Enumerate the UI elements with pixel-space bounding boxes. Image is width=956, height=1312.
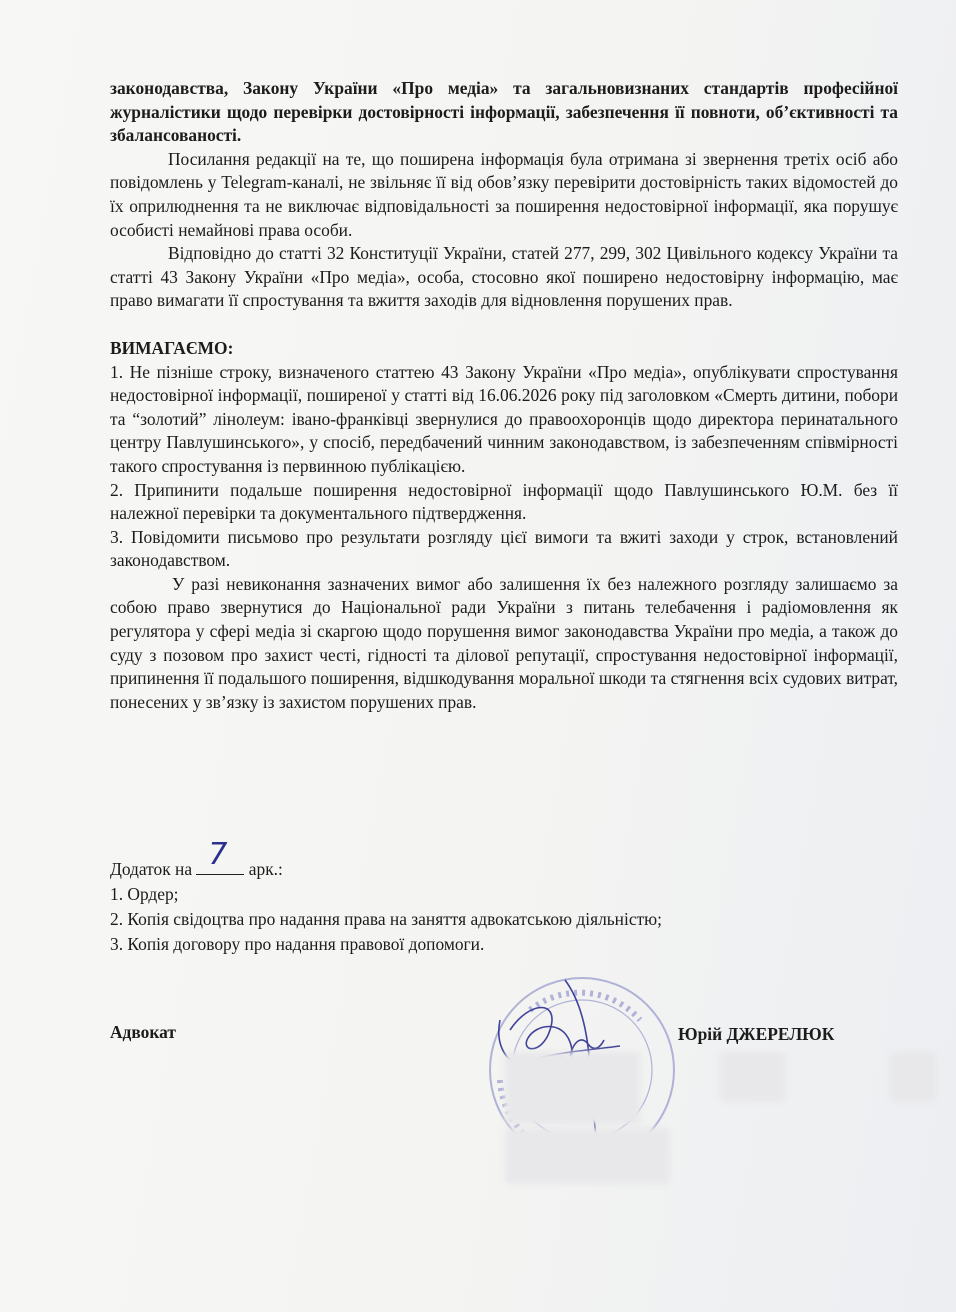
handwritten-count: 7 [208,837,228,872]
attachments-line [110,837,810,882]
attachments-unit: арк.: [248,859,283,879]
signatory-name: Юрій ДЖЕРЕЛЮК [678,1024,835,1044]
paragraph-source-note: Посилання редакції на те, що поширена інформація була отримана зі звернення третіх осіб або повідомлень у Telegram-каналі, не звільняє її від обов’язку перевірити достовірність таких відомостей до їх оприлюднення та не виключає відповідальності за поширення недостовірної інформації, яка порушує особисті немайнові права особи. [110,148,898,240]
attachment-item: 2. Копія свідоцтва про надання права на заняття адвокатською діяльністю; [110,909,662,929]
redacted-block [720,1052,785,1102]
redacted-block [505,1052,640,1124]
attachment-item: 1. Ордер; [110,884,179,904]
signatory-title: Адвокат [110,1022,176,1042]
paragraph-consequences: У разі невиконання зазначених вимог або залишення їх без належного розгляду залишаємо за собою право звернутися до Національної ради України з питань телебачення і радіомовлення як регулятора у сфері медіа зі скаргою щодо порушення вимог законодавства України про медіа, а також до суду з позовом про захист честі, гідності та ділової репутації, спростування недостовірної інформації, припинення її подальшого поширення, відшкодування моральної шкоди та стягнення всіх судових витрат, понесених у зв’язку із захистом порушених прав. [110,573,898,712]
letter-body [110,77,898,714]
paragraph-legal-basis: Відповідно до статті 32 Конституції України, статей 277, 299, 302 Цивільного кодексу України та статті 43 Закону України «Про медіа», особа, стосовно якої поширено недостовірну інформацію, має право вимагати її спростування та вжиття заходів для відновлення порушених прав. [110,243,898,311]
attachments-label: Додаток на [110,859,193,879]
demand-item-1: 1. Не пізніше строку, визначеного статтею 43 Закону України «Про медіа», опублікувати спростування недостовірної інформації, поширеної у статті від 16.06.2026 року під заголовком «Смерть дитини, побори та “золотий” лінолеум: івано-франківці звернулися до правоохоронців щодо директора перинатального центру Павлушинського», у спосіб, передбачений чинним законодавством, із забезпеченням співмірності такого спростування із первинною публікацією. [110,361,898,476]
redacted-block [505,1128,670,1184]
redacted-block [890,1052,936,1102]
attachments-section [110,837,810,957]
demand-item-3: 3. Повідомити письмово про результати розгляду цієї вимоги та вжиті заходи у строк, встановлений законодавством. [110,526,898,571]
demand-heading: ВИМАГАЄМО: [110,337,234,358]
demand-item-2: 2. Припинити подальше поширення недостовірної інформації щодо Павлушинського Ю.М. без її належної перевірки та документального підтвердження. [110,479,898,524]
attachments-count-blank [196,837,244,875]
attachment-item: 3. Копія договору про надання правової допомоги. [110,934,485,954]
intro-paragraph: законодавства, Закону України «Про медіа» та загальновизнаних стандартів професійної журналістики щодо перевірки достовірності інформації, забезпечення її повноти, об’єктивності та збалансованості. [110,78,898,146]
